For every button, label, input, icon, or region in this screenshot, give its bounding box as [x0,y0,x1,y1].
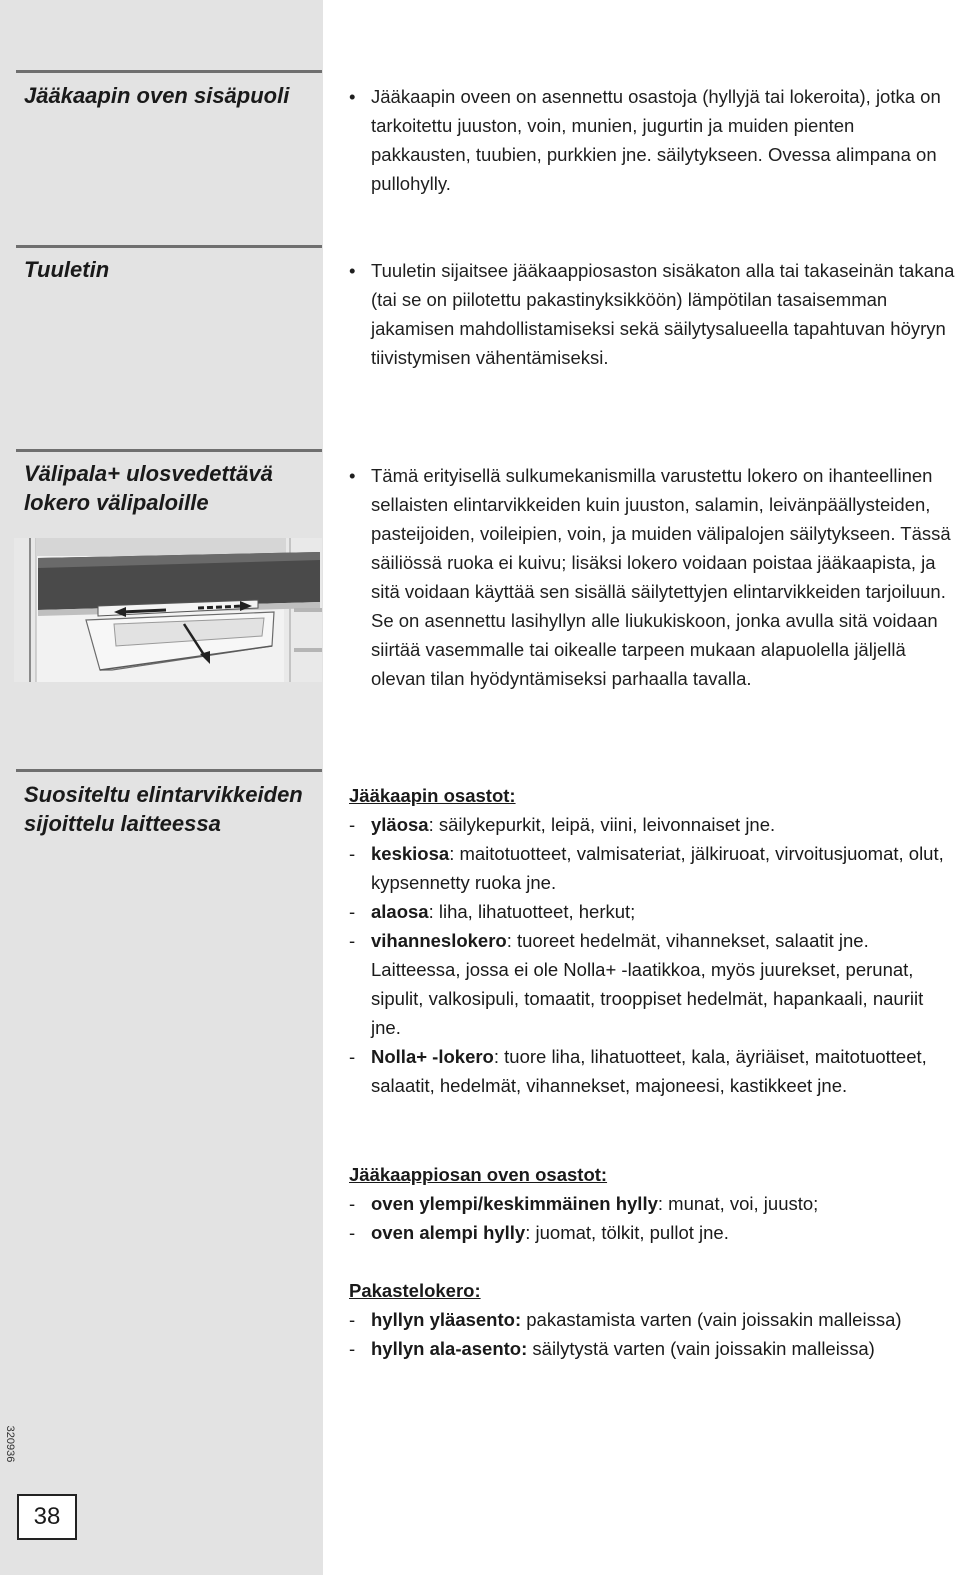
door-compartments-list [349,1189,955,1247]
section-heading-fan: Tuuletin [24,257,110,282]
bullet: • [349,465,356,486]
section-divider [16,449,322,452]
item-label: keskiosa [371,843,450,864]
item-text: säilytystä varten (vain joissakin malleissa) [527,1338,875,1359]
section-text-fan [349,256,955,372]
item-label: vihanneslokero [371,930,507,951]
bullet: • [349,86,356,107]
section-divider [16,70,322,73]
section-heading-door-interior: Jääkaapin oven sisäpuoli [24,83,290,108]
item-label: hyllyn yläasento: [371,1309,522,1330]
section-heading-snack-drawer: Välipala+ ulosvedettävä lokero välipaloille [24,461,273,515]
item-text: : tuore liha, lihatuotteet, kala, äyriäiset, maitotuotteet, salaatit, hedelmät, vihannekset, majoneesi, kastikkeet jne. [371,1046,927,1096]
freezer-compartment-title: Pakastelokero: [349,1280,481,1301]
item-text: : juomat, tölkit, pullot jne. [525,1222,729,1243]
list-item: - oven alempi hylly: juomat, tölkit, pullot jne. [349,1222,729,1243]
item-text: : säilykepurkit, leipä, viini, leivonnaiset jne. [428,814,776,835]
list-item: - hyllyn yläasento: pakastamista varten (vain joissakin malleissa) [349,1309,902,1330]
item-label: oven ylempi/keskimmäinen hylly [371,1193,658,1214]
list-item: - oven ylempi/keskimmäinen hylly: munat, voi, juusto; [349,1193,819,1214]
list-item: - hyllyn ala-asento: säilytystä varten (vain joissakin malleissa) [349,1338,875,1359]
bullet: • [349,260,356,281]
list-item: - yläosa: säilykepurkit, leipä, viini, leivonnaiset jne. [349,814,776,835]
door-compartments-title: Jääkaappiosan oven osastot: [349,1164,608,1185]
item-text: : maitotuotteet, valmisateriat, jälkiruoat, virvoitusjuomat, olut, kypsennetty ruoka jne. [371,843,944,893]
list-item: - keskiosa: maitotuotteet, valmisateriat, jälkiruoat, virvoitusjuomat, olut, kypsennetty ruoka jne. [349,843,944,893]
snack-drawer-image [14,538,322,682]
snack-drawer-illustration [14,538,322,682]
page-number: 38 [17,1494,77,1540]
document-id: 320936 [4,1425,16,1463]
item-label: Nolla+ -lokero [371,1046,494,1067]
item-text: : tuoreet hedelmät, vihannekset, salaatit jne. Laitteessa, jossa ei ole Nolla+ -laatikkoa, myös juurekset, perunat, sipulit, valkosipuli, tomaatit, trooppiset hedelmät, hapankaali, nauriit jne. [371,930,924,1038]
section-text-door-interior [349,82,955,198]
item-label: hyllyn ala-asento: [371,1338,528,1359]
paragraph: Jääkaapin oveen on asennettu osastoja (hyllyjä tai lokeroita), jotka on tarkoitettu juuston, voin, munien, jugurtin ja muiden pienten pakkausten, tuubien, purkkien jne. säilytykseen. Ovessa alimpana on pullohylly. [371,86,941,194]
paragraph: Tämä erityisellä sulkumekanismilla varustettu lokero on ihanteellinen sellaisten elintarvikkeiden kuin juuston, salamin, leivänpäällysteiden, pasteijoiden, voileipien, voin, ja muiden välipalojen säilytykseen. Tässä säiliössä ruoka ei kuivu; lisäksi lokero voidaan poistaa jääkaapista, ja sitä voidaan käyttää sen sisällä säilytettyjen elintarvikkeiden tarjoiluun. Se on asennettu lasihyllyn alle liukukiskoon, jonka avulla sitä voidaan siirtää vasemmalle tai oikealle tarpeen mukaan alapuolella jäljellä olevan tilan hyödyntämiseksi parhaalla tavalla. [371,465,951,689]
item-text: : liha, lihatuotteet, herkut; [428,901,636,922]
section-text-snack-drawer [349,461,955,693]
section-divider [16,245,322,248]
section-heading-food-placement: Suositeltu elintarvikkeiden sijoittelu laitteessa [24,782,303,836]
list-item: - Nolla+ -lokero: tuore liha, lihatuotteet, kala, äyriäiset, maitotuotteet, salaatit, hedelmät, vihannekset, majoneesi, kastikkeet jne. [349,1046,927,1096]
section-divider [16,769,322,772]
item-label: yläosa [371,814,429,835]
paragraph: Tuuletin sijaitsee jääkaappiosaston sisäkaton alla tai takaseinän takana (tai se on piilotettu pakastinyksikköön) lämpötilan tasaisemman jakamisen mahdollistamiseksi sekä säilytysalueella tapahtuvan höyryn tiivistymisen vähentämiseksi. [371,260,955,368]
item-label: alaosa [371,901,429,922]
list-item: - vihanneslokero: tuoreet hedelmät, vihannekset, salaatit jne. Laitteessa, jossa ei ole Nolla+ -laatikkoa, myös juurekset, perunat, sipulit, valkosipuli, tomaatit, trooppiset hedelmät, hapankaali, nauriit jne. [349,930,924,1038]
fridge-compartments-list [349,810,955,1100]
item-label: oven alempi hylly [371,1222,526,1243]
freezer-compartment-list [349,1305,955,1363]
item-text: : munat, voi, juusto; [657,1193,819,1214]
list-item: - alaosa: liha, lihatuotteet, herkut; [349,901,636,922]
item-text: pakastamista varten (vain joissakin malleissa) [521,1309,902,1330]
fridge-compartments-title: Jääkaapin osastot: [349,785,516,806]
